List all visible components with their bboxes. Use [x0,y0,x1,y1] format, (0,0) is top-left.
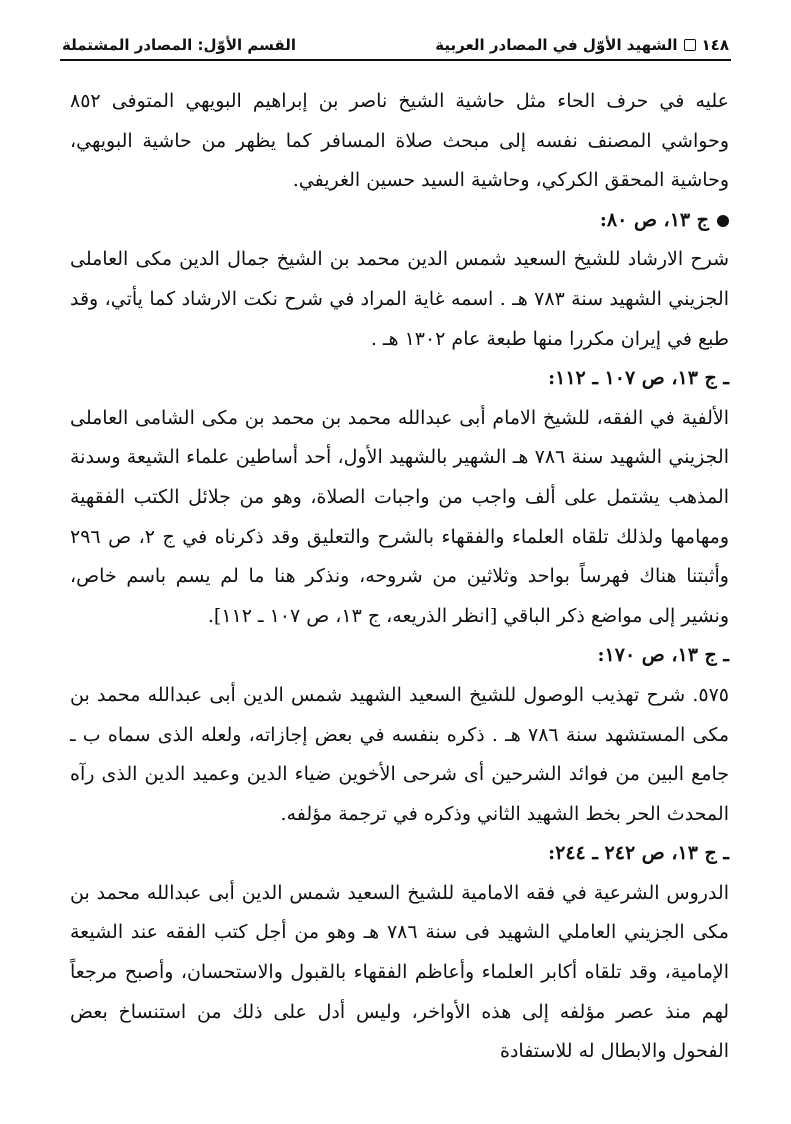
paragraph-4: ٥٧٥. شرح تهذيب الوصول للشيخ السعيد الشهيد شمس الدين أبى عبدالله محمد بن مكى المستشهد سنة ٧٨٦ هـ . ذكره بنفسه في بعض إجازاته، ولعله الذى سماه ب ـ جامع البين من فوائد الشرحين أى شرحى الأخوين ضياء الدين وعميد الدين الذى رآه المحدث الحر بخط الشهيد الثاني وذكره في ترجمة مؤلفه. [70,683,729,825]
bullet-icon [717,215,729,227]
paragraph-3: الألفية في الفقه، للشيخ الامام أبى عبدالله محمد بن محمد بن مكى الشامى العاملى الجزيني الشهيد سنة ٧٨٦ هـ الشهير بالشهيد الأول، أحد أساطين علماء الشيعة وسدنة المذهب يشتمل على ألف واجب من واجبات الصلاة، وهو من جلائل الكتب الفقهية ومهامها ولذلك تلقاه العلماء والفقهاء بالشرح والتعليق وقد ذكرناه في ج ٢، ص ٢٩٦ وأثبتنا هناك فهرساً بواحد وثلاثين من شروحه، ونذكر هنا ما لم يسم باسم خاص، ونشير إلى مواضع ذكر الباقي [انظر الذريعه، ج ١٣، ص ١٠٧ ـ ١١٢]. [70,406,730,627]
square-ornament-icon [684,39,696,51]
paragraph-2: شرح الارشاد للشيخ السعيد شمس الدين محمد بن الشيخ جمال الدين مكى العاملى الجزيني الشهيد سنة ٧٨٣ هـ . اسمه غاية المراد في شرح نكت الارشاد كما يأتي، وقد طبع في إيران مكررا منها طبعة عام ١٣٠٢ هـ . [70,248,729,350]
page-number: ١٤٨ [701,36,729,54]
section-title: القسم الأوّل: المصادر المشتملة [62,36,296,54]
reference-3: ـ ج ١٣، ص ١٧٠: [597,644,729,667]
reference-2: ـ ج ١٣، ص ١٠٧ ـ ١١٢: [548,367,729,390]
header-rule [60,59,731,61]
paragraph-5: الدروس الشرعية في فقه الامامية للشيخ السعيد شمس الدين أبى عبدالله محمد بن مكى الجزيني العاملي الشهيد فى سنة ٧٨٦ هـ وهو من أجل كتب الفقه عند الشيعة الإمامية، وقد تلقاه أكابر العلماء وأعاظم الفقهاء بالقبول والاستحسان، وأصبح مرجعاً لهم منذ عصر مؤلفه إلى هذه الأواخر، وليس أدل على ذلك من استنساخ بعض الفحول والابطال له للاستفادة [70,881,729,1063]
body-text [70,82,729,1072]
reference-1 [70,201,729,241]
reference-1-text: ج ١٣، ص ٨٠: [599,208,709,231]
book-title: الشهيد الأوّل في المصادر العربية [435,36,678,54]
paragraph-1: عليه في حرف الحاء مثل حاشية الشيخ ناصر بن إبراهيم البويهي المتوفى ٨٥٢ وحواشي المصنف نفسه إلى مبحث صلاة المسافر كما يظهر من حاشية البويهي، وحاشية المحقق الكركي، وحاشية السيد حسين الغريفي. [70,90,729,192]
running-head [62,30,729,60]
reference-4: ـ ج ١٣، ص ٢٤٢ ـ ٢٤٤: [548,842,729,865]
running-head-right [435,36,729,54]
